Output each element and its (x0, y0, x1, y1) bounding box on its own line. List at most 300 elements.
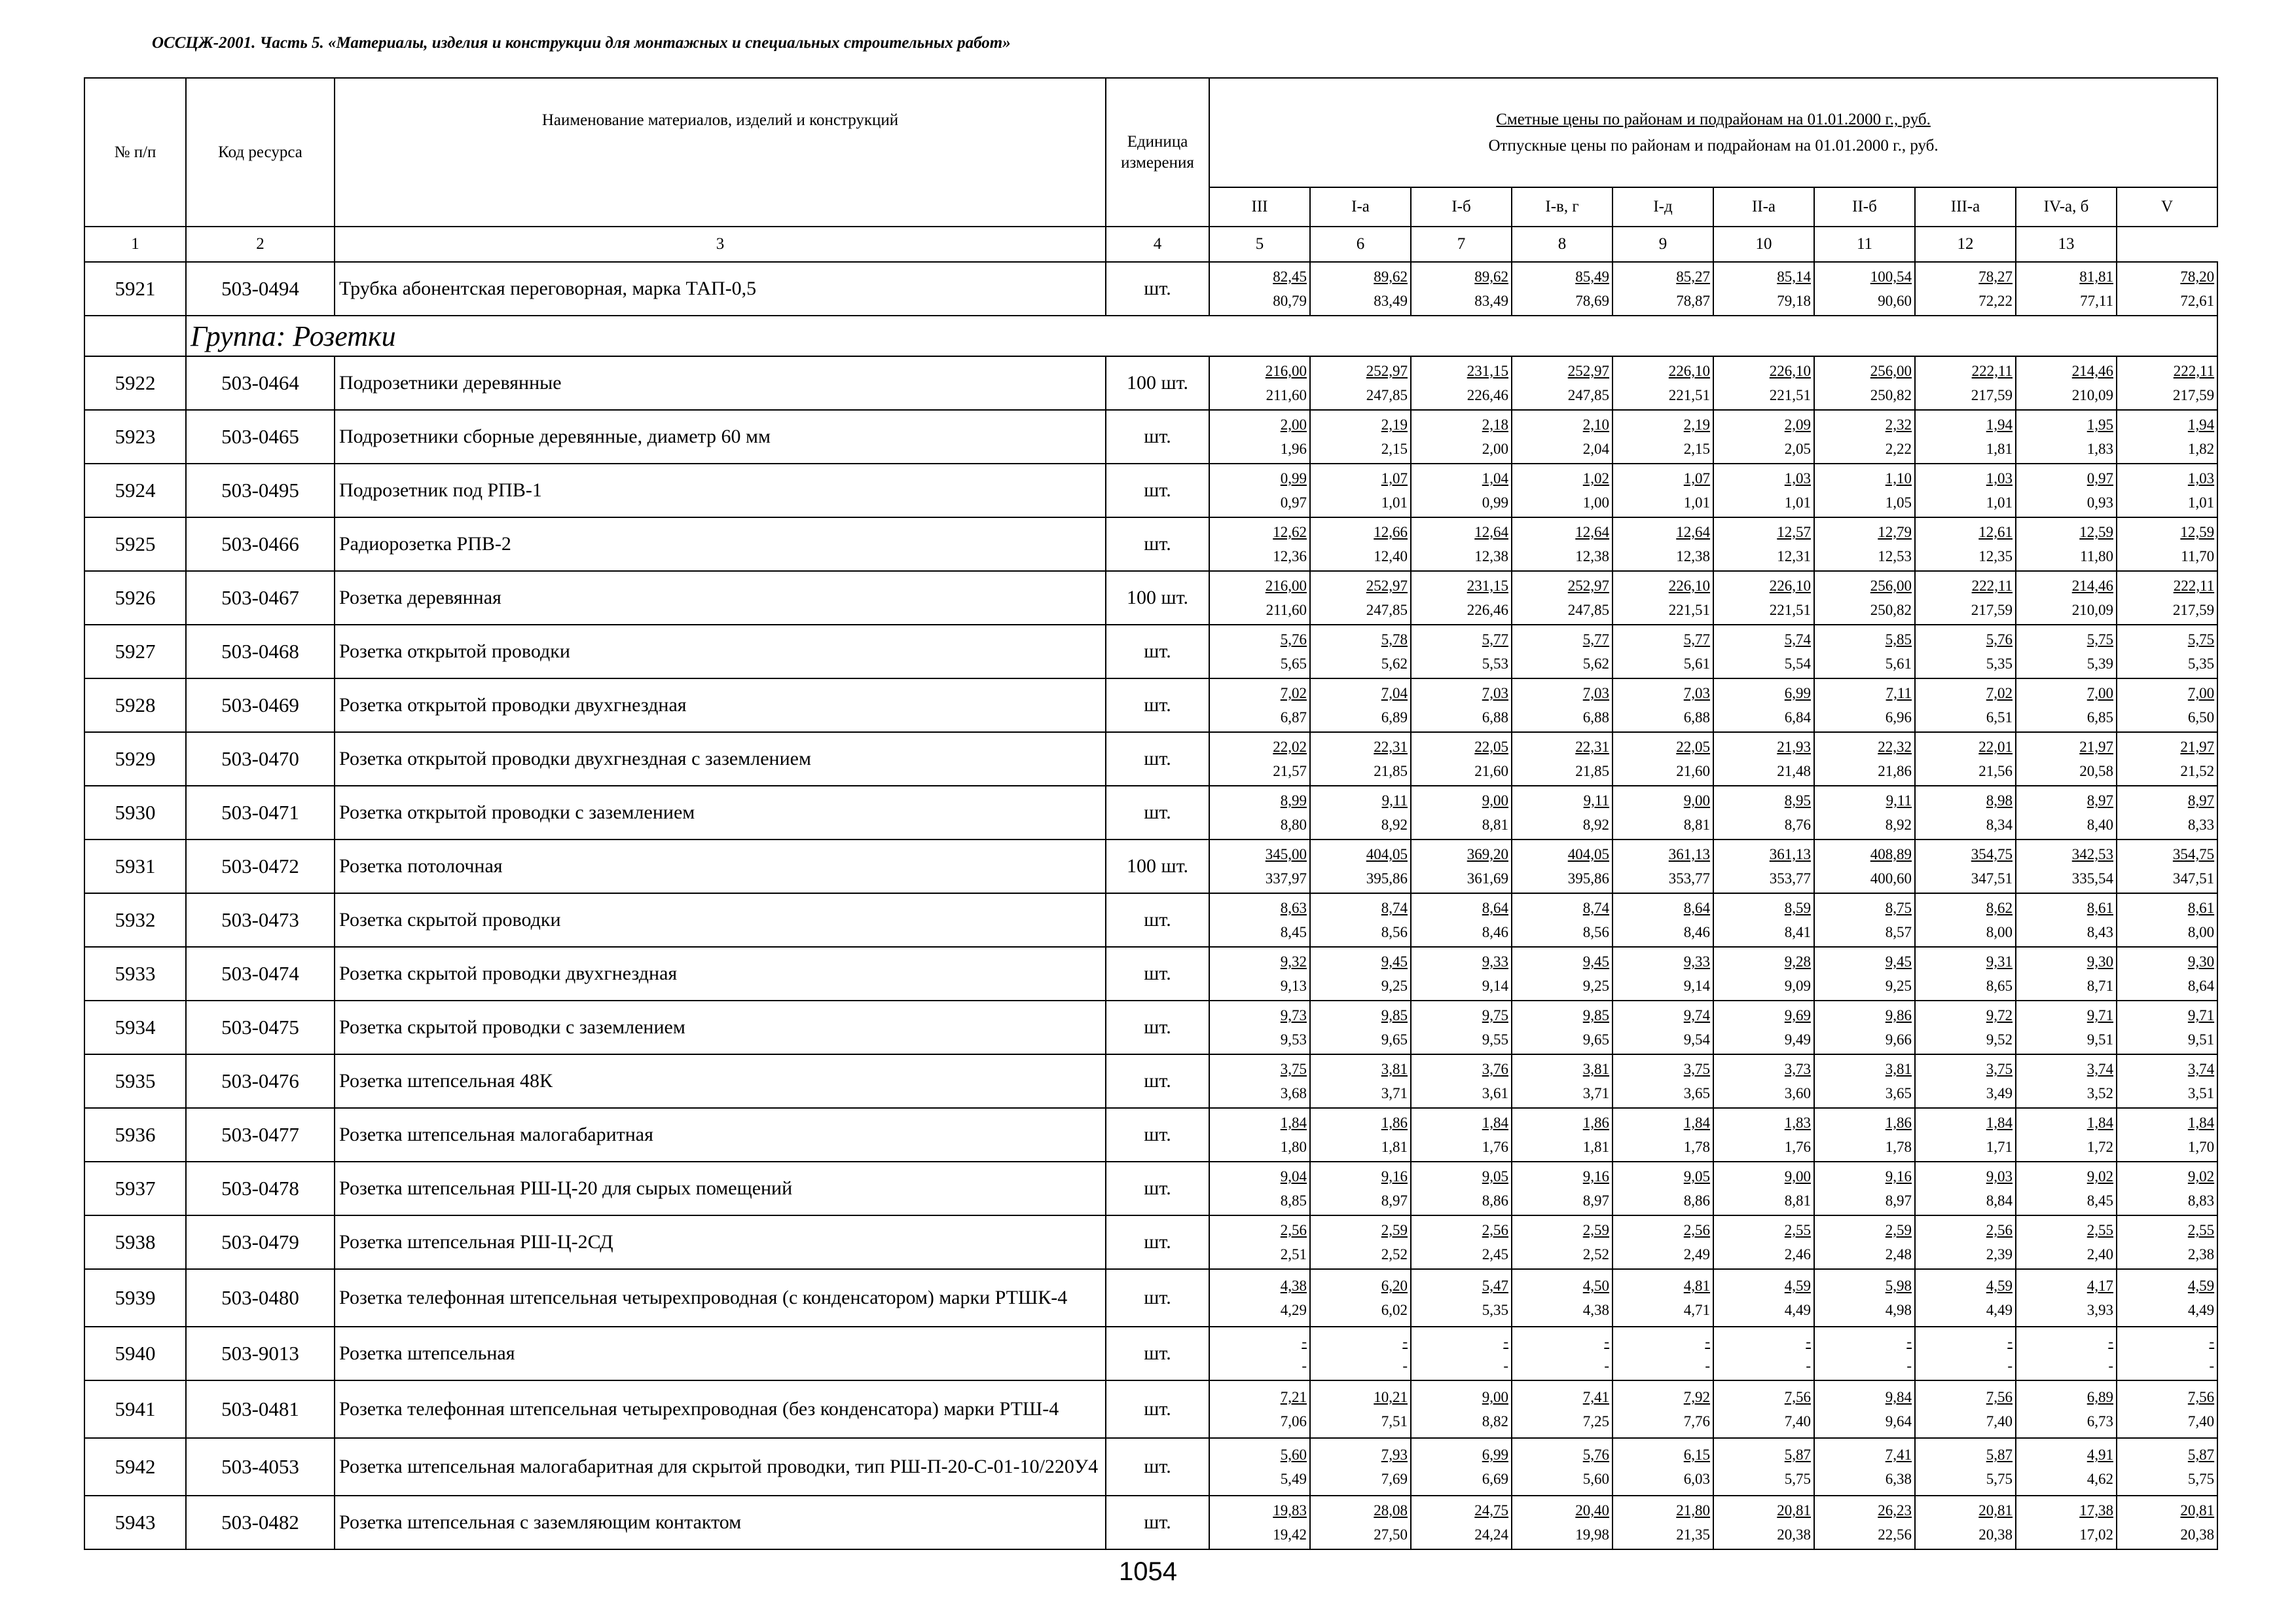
release-price: 8,45 (2086, 1192, 2113, 1209)
estimate-price: 7,41 (1885, 1447, 1912, 1463)
unit: шт. (1106, 947, 1209, 1001)
group-spacer (84, 316, 186, 356)
estimate-price: 24,75 (1474, 1502, 1508, 1519)
estimate-price: 8,61 (2187, 900, 2215, 916)
column-number: 13 (2016, 227, 2117, 262)
release-price: 21,48 (1777, 763, 1811, 779)
price-cell (1713, 678, 1814, 732)
column-number: 3 (335, 227, 1106, 262)
price-cell (1512, 1108, 1613, 1162)
table-row (84, 571, 2217, 625)
estimate-price: 9,00 (1482, 1389, 1508, 1405)
price-cell (1814, 1054, 1915, 1108)
release-price: 5,65 (1280, 655, 1307, 672)
price-cell (1613, 517, 1713, 571)
release-price: 4,49 (2187, 1302, 2215, 1318)
price-cell (1713, 571, 1814, 625)
price-cell (1310, 356, 1411, 410)
estimate-price: 2,55 (1784, 1222, 1811, 1238)
estimate-price: 1,07 (1381, 470, 1408, 487)
unit: 100 шт. (1106, 571, 1209, 625)
table-row (84, 1496, 2217, 1549)
release-price: 221,51 (1769, 387, 1811, 403)
estimate-price: 2,19 (1683, 416, 1710, 433)
price-cell (1512, 625, 1613, 678)
price-cell (1613, 1215, 1713, 1269)
price-cell (1814, 947, 1915, 1001)
release-price: 2,00 (1482, 441, 1508, 457)
price-cell (1411, 1054, 1512, 1108)
release-price: 20,38 (1777, 1526, 1811, 1543)
release-price: 8,65 (1986, 978, 2013, 994)
region-header: V (2117, 187, 2217, 227)
release-price: 2,48 (1885, 1246, 1912, 1263)
price-cell (1915, 1162, 2016, 1215)
price-cell (2117, 1327, 2217, 1380)
estimate-price: 369,20 (1467, 846, 1508, 862)
item-name: Розетка штепсельная 48К (335, 1054, 1106, 1108)
price-cell (1713, 732, 1814, 786)
estimate-price: 2,56 (1482, 1222, 1508, 1238)
price-cell (2117, 356, 2217, 410)
release-price: 8,64 (2187, 978, 2215, 994)
price-cell (2016, 517, 2117, 571)
release-price: 6,51 (1986, 709, 2013, 726)
estimate-price: 12,61 (1978, 524, 2013, 540)
resource-code: 503-0482 (186, 1496, 335, 1549)
release-price: 8,46 (1482, 924, 1508, 940)
unit: 100 шт. (1106, 356, 1209, 410)
estimate-price: 2,59 (1885, 1222, 1912, 1238)
release-price: - (2108, 1357, 2113, 1374)
estimate-price: 9,84 (1885, 1389, 1912, 1405)
release-price: 1,81 (1986, 441, 2013, 457)
estimate-price: 7,03 (1582, 685, 1609, 701)
table-row (84, 410, 2217, 464)
resource-code: 503-0494 (186, 262, 335, 316)
price-cell (1310, 732, 1411, 786)
release-price: 5,35 (2187, 655, 2215, 672)
price-cell (2016, 1496, 2117, 1549)
estimate-price: 9,71 (2187, 1007, 2215, 1024)
estimate-price: 5,87 (1784, 1447, 1811, 1463)
price-cell (1310, 678, 1411, 732)
estimate-price: 89,62 (1374, 268, 1408, 285)
price-cell (2117, 1108, 2217, 1162)
release-price: 21,56 (1978, 763, 2013, 779)
release-price: 5,39 (2086, 655, 2113, 672)
estimate-price: 8,64 (1683, 900, 1710, 916)
release-price: 6,03 (1683, 1471, 1710, 1487)
estimate-price: 3,75 (1683, 1061, 1710, 1077)
item-name: Подрозетники деревянные (335, 356, 1106, 410)
release-price: 12,38 (1575, 548, 1609, 564)
estimate-price: 9,75 (1482, 1007, 1508, 1024)
estimate-price: 5,60 (1280, 1447, 1307, 1463)
estimate-price: 5,75 (2086, 631, 2113, 648)
estimate-price: 9,05 (1683, 1168, 1710, 1185)
price-cell (1209, 1162, 1310, 1215)
price-cell (1209, 840, 1310, 893)
release-price: 8,43 (2086, 924, 2113, 940)
price-cell (1613, 1269, 1713, 1327)
price-cell (1209, 262, 1310, 316)
estimate-price: 5,74 (1784, 631, 1811, 648)
estimate-price: 1,84 (2187, 1115, 2215, 1131)
release-price: 5,54 (1784, 655, 1811, 672)
price-cell (2016, 262, 2117, 316)
resource-code: 503-0474 (186, 947, 335, 1001)
price-cell (1310, 1001, 1411, 1054)
estimate-price: 361,13 (1668, 846, 1710, 862)
row-number: 5933 (84, 947, 186, 1001)
release-price: 2,52 (1582, 1246, 1609, 1263)
estimate-price: 3,81 (1885, 1061, 1912, 1077)
price-cell (1613, 410, 1713, 464)
estimate-price: 10,21 (1374, 1389, 1408, 1405)
price-cell (1915, 1001, 2016, 1054)
estimate-price: 7,41 (1582, 1389, 1609, 1405)
price-cell (1411, 840, 1512, 893)
release-price: 1,78 (1683, 1139, 1710, 1155)
price-cell (1310, 947, 1411, 1001)
release-price: 2,38 (2187, 1246, 2215, 1263)
unit: шт. (1106, 1054, 1209, 1108)
item-name: Розетка штепсельная (335, 1327, 1106, 1380)
estimate-price: - (2209, 1333, 2215, 1350)
resource-code: 503-0495 (186, 464, 335, 517)
row-number: 5937 (84, 1162, 186, 1215)
release-price: 9,64 (1885, 1413, 1912, 1430)
estimate-price: 3,81 (1381, 1061, 1408, 1077)
estimate-price: 1,84 (1683, 1115, 1710, 1131)
release-price: - (1806, 1357, 1811, 1374)
price-cell (1814, 1496, 1915, 1549)
price-cell (1209, 356, 1310, 410)
price-cell (1613, 262, 1713, 316)
item-name: Розетка открытой проводки (335, 625, 1106, 678)
estimate-price: 1,03 (1986, 470, 2013, 487)
price-cell (2117, 410, 2217, 464)
release-price: 8,85 (1280, 1192, 1307, 1209)
price-cell (1915, 947, 2016, 1001)
price-cell (1209, 517, 1310, 571)
estimate-price: 5,87 (2187, 1447, 2215, 1463)
resource-code: 503-0473 (186, 893, 335, 947)
release-price: 5,61 (1683, 655, 1710, 672)
col-header-name: Наименование материалов, изделий и конструкций (335, 78, 1106, 227)
release-price: 5,62 (1582, 655, 1609, 672)
resource-code: 503-0469 (186, 678, 335, 732)
estimate-price: 9,45 (1381, 953, 1408, 970)
estimate-price: 216,00 (1265, 578, 1307, 594)
price-cell (2016, 1054, 2117, 1108)
release-price: 2,45 (1482, 1246, 1508, 1263)
release-price: 9,65 (1582, 1031, 1609, 1048)
estimate-price: 1,95 (2086, 416, 2113, 433)
estimate-price: 5,77 (1582, 631, 1609, 648)
release-price: 335,54 (2071, 870, 2113, 887)
item-name: Радиорозетка РПВ-2 (335, 517, 1106, 571)
price-cell (1814, 893, 1915, 947)
price-cell (1411, 1108, 1512, 1162)
price-cell (1411, 786, 1512, 840)
item-name: Розетка деревянная (335, 571, 1106, 625)
release-price: 9,65 (1381, 1031, 1408, 1048)
estimate-price: 22,32 (1878, 739, 1912, 755)
estimate-price: 214,46 (2071, 578, 2113, 594)
estimate-price: 5,47 (1482, 1278, 1508, 1294)
price-cell (2117, 893, 2217, 947)
table-row (84, 1438, 2217, 1496)
price-cell (1209, 464, 1310, 517)
price-cell (1209, 571, 1310, 625)
row-number: 5927 (84, 625, 186, 678)
release-price: 250,82 (1870, 602, 1912, 618)
release-price: - (2209, 1357, 2215, 1374)
estimate-price: 9,16 (1582, 1168, 1609, 1185)
price-cell (1915, 786, 2016, 840)
col-header-unit: Единица измерения (1106, 78, 1209, 227)
estimate-price: 82,45 (1273, 268, 1307, 285)
estimate-price: 2,56 (1683, 1222, 1710, 1238)
estimate-price: 9,16 (1885, 1168, 1912, 1185)
estimate-price: 342,53 (2071, 846, 2113, 862)
release-price: 8,86 (1683, 1192, 1710, 1209)
price-cell (2016, 947, 2117, 1001)
item-name: Розетка штепсельная РШ-Ц-20 для сырых помещений (335, 1162, 1106, 1215)
price-cell (1814, 571, 1915, 625)
price-cell (1310, 786, 1411, 840)
price-cell (1713, 625, 1814, 678)
price-cell (1411, 947, 1512, 1001)
price-cell (1915, 262, 2016, 316)
price-cell (1613, 625, 1713, 678)
table-row (84, 947, 2217, 1001)
unit: шт. (1106, 410, 1209, 464)
estimate-price: 85,14 (1777, 268, 1811, 285)
price-cell (1411, 1496, 1512, 1549)
resource-code: 503-0475 (186, 1001, 335, 1054)
release-price: 9,54 (1683, 1031, 1710, 1048)
price-cell (1915, 464, 2016, 517)
unit: шт. (1106, 732, 1209, 786)
table-row (84, 786, 2217, 840)
price-cell (1713, 410, 1814, 464)
price-cell (1814, 840, 1915, 893)
estimate-price: 0,99 (1280, 470, 1307, 487)
estimate-price: 8,99 (1280, 792, 1307, 809)
row-number: 5932 (84, 893, 186, 947)
estimate-price: 252,97 (1567, 363, 1609, 379)
release-price: 8,92 (1885, 817, 1912, 833)
price-cell (1411, 262, 1512, 316)
price-cell (1209, 1269, 1310, 1327)
price-cell (1814, 1215, 1915, 1269)
release-price: 11,70 (2181, 548, 2215, 564)
estimate-price: 9,30 (2086, 953, 2113, 970)
price-cell (1814, 517, 1915, 571)
price-cell (1512, 732, 1613, 786)
estimate-price: 78,20 (2180, 268, 2215, 285)
price-cell (1209, 1001, 1310, 1054)
resource-code: 503-0480 (186, 1269, 335, 1327)
release-price: 9,13 (1280, 978, 1307, 994)
estimate-price: 20,81 (1978, 1502, 2013, 1519)
release-price: 395,86 (1366, 870, 1408, 887)
estimate-price: 3,75 (1986, 1061, 2013, 1077)
price-cell (2117, 262, 2217, 316)
release-price: 4,49 (1986, 1302, 2013, 1318)
estimate-price: 8,75 (1885, 900, 1912, 916)
price-cell (1512, 786, 1613, 840)
price-cell (1411, 1162, 1512, 1215)
price-cell (1310, 840, 1411, 893)
estimate-price: 7,02 (1986, 685, 2013, 701)
item-name: Розетка штепсельная с заземляющим контактом (335, 1496, 1106, 1549)
estimate-price: 9,03 (1986, 1168, 2013, 1185)
price-cell (2117, 464, 2217, 517)
column-number-row (84, 227, 2217, 262)
release-price: 9,51 (2187, 1031, 2215, 1048)
release-price: 8,82 (1482, 1413, 1508, 1430)
estimate-price: 216,00 (1265, 363, 1307, 379)
price-cell (1310, 893, 1411, 947)
price-cell (1814, 356, 1915, 410)
estimate-price: 12,79 (1878, 524, 1912, 540)
release-price: 5,75 (1986, 1471, 2013, 1487)
item-name: Розетка потолочная (335, 840, 1106, 893)
release-price: - (1604, 1357, 1609, 1374)
table-row (84, 356, 2217, 410)
price-cell (1814, 1001, 1915, 1054)
table-row (84, 262, 2217, 316)
estimate-price: 256,00 (1870, 578, 1912, 594)
release-price: 79,18 (1777, 293, 1811, 309)
price-cell (1814, 1438, 1915, 1496)
price-cell (2117, 840, 2217, 893)
price-cell (2117, 625, 2217, 678)
row-number: 5926 (84, 571, 186, 625)
resource-code: 503-0466 (186, 517, 335, 571)
row-number: 5922 (84, 356, 186, 410)
estimate-price: 12,64 (1676, 524, 1710, 540)
release-price: 1,72 (2086, 1139, 2113, 1155)
column-number: 4 (1106, 227, 1209, 262)
release-price: 5,61 (1885, 655, 1912, 672)
release-price: 8,97 (1885, 1192, 1912, 1209)
estimate-price: - (1705, 1333, 1710, 1350)
release-price: 6,02 (1381, 1302, 1408, 1318)
estimate-price: 9,85 (1582, 1007, 1609, 1024)
release-price: 9,14 (1482, 978, 1508, 994)
estimate-price: 4,59 (2187, 1278, 2215, 1294)
price-cell (2016, 410, 2117, 464)
price-cell (1512, 262, 1613, 316)
estimate-price: 7,03 (1482, 685, 1508, 701)
estimate-price: 6,89 (2086, 1389, 2113, 1405)
release-price: 83,49 (1474, 293, 1508, 309)
price-cell (1209, 893, 1310, 947)
price-cell (2016, 571, 2117, 625)
price-cell (2016, 1001, 2117, 1054)
estimate-price: 8,98 (1986, 792, 2013, 809)
release-price: 226,46 (1467, 602, 1508, 618)
estimate-price: 354,75 (1971, 846, 2013, 862)
release-price: 21,57 (1273, 763, 1307, 779)
release-price: 1,01 (1784, 494, 1811, 511)
release-price: 2,15 (1381, 441, 1408, 457)
price-cell (1209, 1496, 1310, 1549)
price-cell (2117, 1438, 2217, 1496)
price-cell (1512, 571, 1613, 625)
release-price: 9,66 (1885, 1031, 1912, 1048)
table-row (84, 840, 2217, 893)
release-price: 347,51 (1971, 870, 2013, 887)
release-price: 21,60 (1474, 763, 1508, 779)
price-cell (1512, 1269, 1613, 1327)
release-price: 211,60 (1266, 387, 1307, 403)
price-cell (1915, 1438, 2016, 1496)
price-cell (1814, 786, 1915, 840)
estimate-price: 5,76 (1582, 1447, 1609, 1463)
estimate-price: 1,03 (2187, 470, 2215, 487)
price-cell (1613, 732, 1713, 786)
release-price: 1,01 (2187, 494, 2215, 511)
region-header: II-б (1814, 187, 1915, 227)
price-cell (1915, 1269, 2016, 1327)
table-row (84, 678, 2217, 732)
table-row (84, 1269, 2217, 1327)
release-price: 12,38 (1474, 548, 1508, 564)
row-number: 5921 (84, 262, 186, 316)
release-price: 4,38 (1582, 1302, 1609, 1318)
release-price: 9,55 (1482, 1031, 1508, 1048)
estimate-price: 4,50 (1582, 1278, 1609, 1294)
price-cell (1814, 410, 1915, 464)
release-price: 395,86 (1567, 870, 1609, 887)
price-cell (1512, 1438, 1613, 1496)
release-price: 9,25 (1381, 978, 1408, 994)
release-price: 19,98 (1575, 1526, 1609, 1543)
release-price: 8,83 (2187, 1192, 2215, 1209)
estimate-price: 1,86 (1885, 1115, 1912, 1131)
price-cell (1613, 1162, 1713, 1215)
estimate-price: 222,11 (1971, 363, 2013, 379)
table-header (84, 78, 2217, 262)
estimate-price: - (1302, 1333, 1307, 1350)
estimate-price: 222,11 (2173, 363, 2215, 379)
resource-code: 503-0468 (186, 625, 335, 678)
estimate-price: 252,97 (1567, 578, 1609, 594)
estimate-price: 2,00 (1280, 416, 1307, 433)
release-price: 400,60 (1870, 870, 1912, 887)
estimate-price: 8,97 (2086, 792, 2113, 809)
release-price: 2,04 (1582, 441, 1609, 457)
release-price: - (1503, 1357, 1508, 1374)
item-name: Розетка телефонная штепсельная четырехпроводная (с конденсатором) марки РТШК-4 (335, 1269, 1106, 1327)
item-name: Розетка открытой проводки с заземлением (335, 786, 1106, 840)
unit: шт. (1106, 262, 1209, 316)
release-price: 1,05 (1885, 494, 1912, 511)
estimate-price: 9,71 (2086, 1007, 2113, 1024)
unit: шт. (1106, 1327, 1209, 1380)
price-cell (2016, 1215, 2117, 1269)
estimate-price: 1,94 (1986, 416, 2013, 433)
release-price: 4,49 (1784, 1302, 1811, 1318)
release-price: 20,38 (1978, 1526, 2013, 1543)
estimate-price: 8,95 (1784, 792, 1811, 809)
